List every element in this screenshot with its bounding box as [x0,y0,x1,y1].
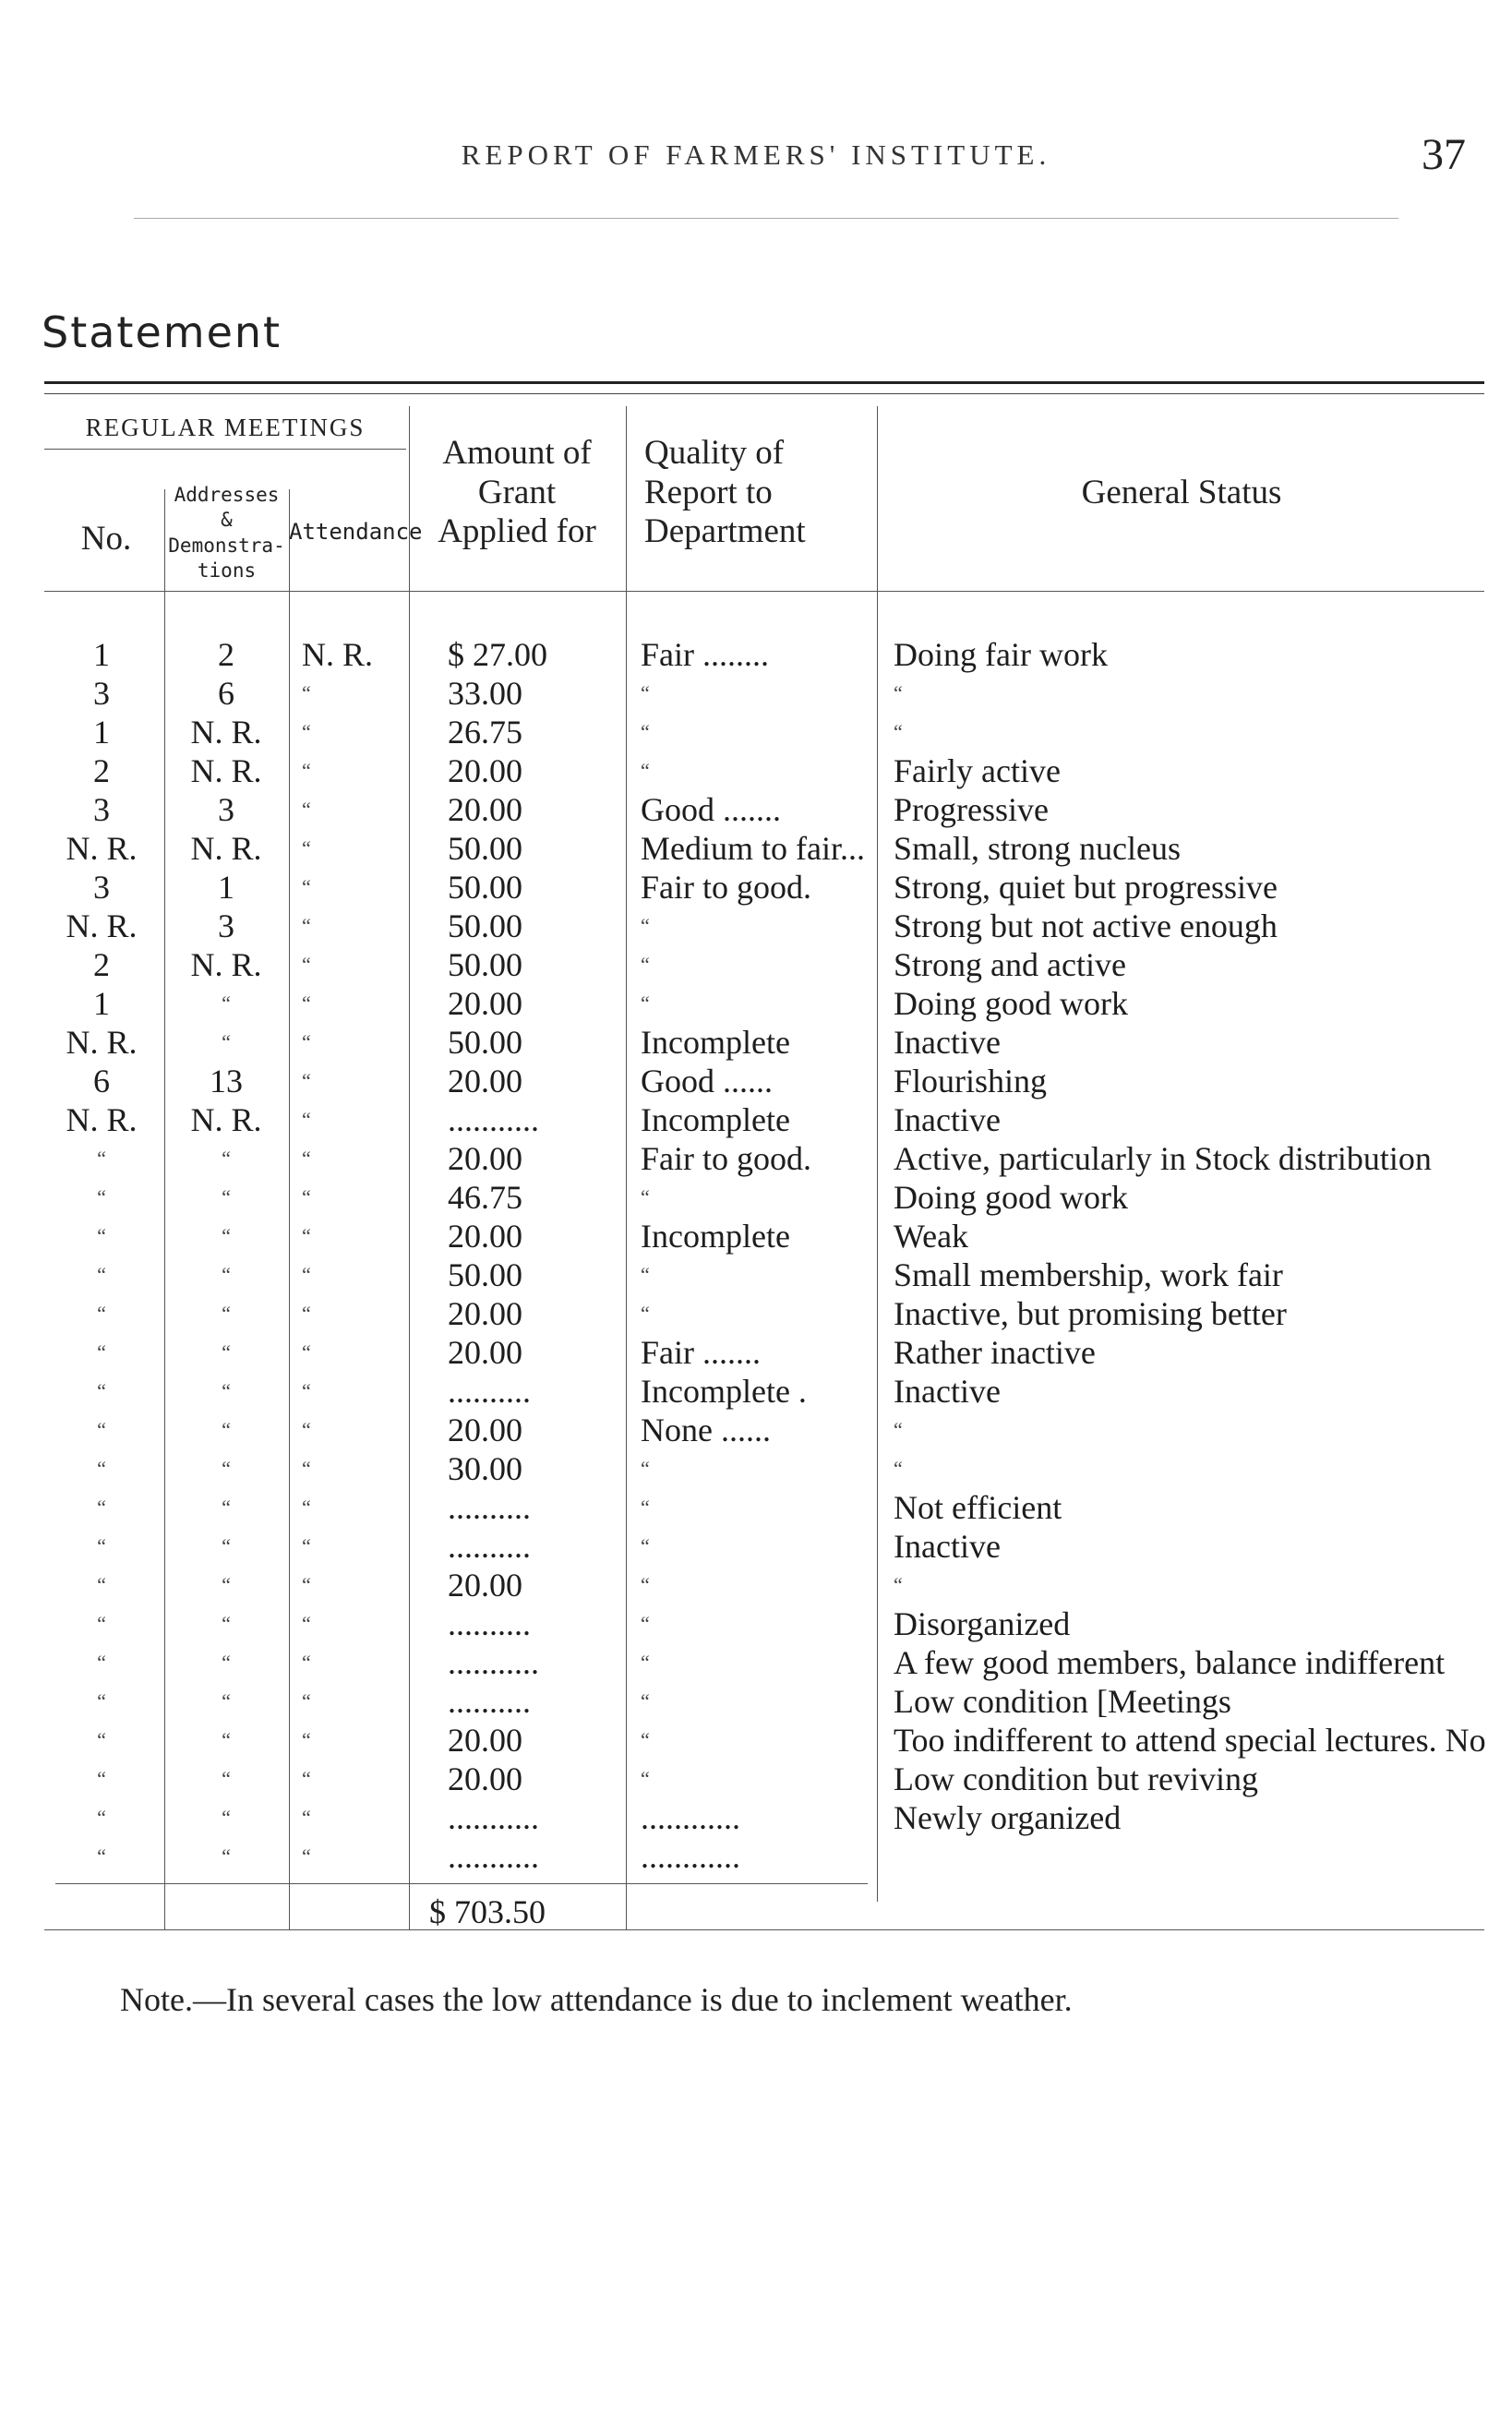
cell-attendance: “ [302,914,311,937]
cell-status: Not efficient [894,1489,1062,1526]
cell-addresses: “ [222,1844,231,1868]
table-row [0,1411,1512,1449]
cell-addresses: N. R. [190,714,262,751]
cell-addresses: “ [222,1496,231,1519]
cell-status: Fairly active [894,752,1061,789]
cell-status: Inactive, but promising better [894,1295,1287,1332]
cell-no: N. R. [66,907,138,944]
cell-addresses: 2 [218,636,234,673]
cell-no: “ [97,1689,106,1712]
cell-amount: 20.00 [448,791,522,828]
footnote: Note.—In several cases the low attendance is due to inclement weather. [120,1981,1073,2018]
cell-attendance: “ [302,1185,311,1208]
cell-addresses: “ [222,1534,231,1557]
cell-status: “ [894,1418,903,1441]
cell-quality: “ [641,1496,650,1519]
cell-amount: 33.00 [448,675,522,712]
cell-attendance: “ [302,1379,311,1402]
cell-amount: 20.00 [448,1334,522,1371]
cell-addresses: “ [222,1030,231,1053]
header-amount-line: Applied for [438,512,596,551]
header-bottom-rule [44,591,1484,592]
cell-amount: 20.00 [448,1722,522,1759]
cell-no: “ [97,1457,106,1480]
cell-amount: .......... [448,1489,531,1526]
cell-no: “ [97,1612,106,1635]
table-row [0,945,1512,984]
table-row [0,1760,1512,1798]
table-row [0,1333,1512,1372]
page-number: 37 [1422,130,1466,179]
cell-amount: .......... [448,1683,531,1720]
cell-addresses: “ [222,1418,231,1441]
cell-status: Disorganized [894,1605,1071,1642]
table-row [0,1139,1512,1178]
header-addresses-line: Demonstra- [168,534,285,557]
header-quality-line: Quality of [644,434,785,472]
table-row [0,1837,1512,1876]
cell-quality: Incomplete [641,1101,790,1138]
cell-amount: ........... [448,1644,539,1681]
header-amount [411,434,623,552]
table-row [0,907,1512,945]
cell-amount: ........... [448,1838,539,1875]
header-addresses-line: Addresses & [174,484,280,532]
cell-amount: 46.75 [448,1179,522,1216]
cell-quality: “ [641,914,650,937]
header-rule [134,218,1398,219]
cell-quality: “ [641,1612,650,1635]
cell-status: Inactive [894,1373,1001,1410]
cell-status: Doing good work [894,1179,1128,1216]
table-row [0,1372,1512,1411]
table-row [0,1721,1512,1760]
cell-attendance: “ [302,953,311,976]
cell-attendance: “ [302,836,311,859]
cell-addresses: “ [222,1302,231,1325]
cell-addresses: “ [222,1612,231,1635]
cell-addresses: “ [222,1689,231,1712]
header-quality-line: Report to [644,473,773,511]
cell-quality: ............ [641,1838,740,1875]
cell-status: Rather inactive [894,1334,1096,1371]
cell-quality: “ [641,759,650,782]
table-row [0,829,1512,868]
cell-status: Small membership, work fair [894,1256,1283,1293]
cell-addresses: 13 [210,1063,243,1099]
group-header-rule [44,449,406,450]
table-row [0,868,1512,907]
cell-amount: 50.00 [448,830,522,867]
cell-quality: Incomplete . [641,1373,807,1410]
cell-no: “ [97,1728,106,1751]
cell-attendance: “ [302,759,311,782]
table-row [0,751,1512,790]
cell-no: 3 [93,675,110,712]
cell-quality: ............ [641,1799,740,1836]
cell-quality: Incomplete [641,1218,790,1255]
cell-status: Doing good work [894,985,1128,1022]
cell-amount: $ 27.00 [448,636,547,673]
cell-no: “ [97,1418,106,1441]
cell-status: Low condition [Meetings [894,1683,1231,1720]
cell-no: N. R. [66,1101,138,1138]
cell-no: 3 [93,869,110,906]
table-row [0,984,1512,1023]
header-addresses [164,483,289,583]
cell-amount: 50.00 [448,907,522,944]
cell-quality: “ [641,1457,650,1480]
cell-addresses: “ [222,1224,231,1247]
header-quality-line: Department [644,512,806,551]
table-row [0,1566,1512,1604]
cell-amount: 20.00 [448,752,522,789]
cell-status: Active, particularly in Stock distribution [894,1140,1432,1177]
cell-quality: “ [641,1185,650,1208]
cell-amount: 20.00 [448,1760,522,1797]
cell-attendance: “ [302,1651,311,1674]
cell-addresses: “ [222,1340,231,1364]
cell-no: N. R. [66,1024,138,1061]
cell-attendance: “ [302,681,311,704]
title-rule-thick [44,381,1484,384]
cell-quality: “ [641,1302,650,1325]
cell-quality: Good ....... [641,791,781,828]
cell-status: Strong and active [894,946,1126,983]
cell-status: Inactive [894,1024,1001,1061]
cell-amount: 50.00 [448,1256,522,1293]
cell-quality: “ [641,720,650,743]
cell-status: “ [894,1457,903,1480]
cell-no: 6 [93,1063,110,1099]
cell-no: “ [97,1263,106,1286]
cell-no: “ [97,1302,106,1325]
cell-no: “ [97,1147,106,1170]
cell-quality: Fair ........ [641,636,769,673]
cell-no: 2 [93,752,110,789]
table-row [0,1256,1512,1294]
cell-addresses: “ [222,1147,231,1170]
cell-quality: “ [641,1767,650,1790]
cell-status: Low condition but reviving [894,1760,1258,1797]
cell-status: Progressive [894,791,1049,828]
table-row [0,1100,1512,1139]
cell-quality: Fair to good. [641,1140,811,1177]
cell-amount: 20.00 [448,1140,522,1177]
table-row [0,1178,1512,1217]
cell-attendance: “ [302,1844,311,1868]
cell-attendance: “ [302,1573,311,1596]
cell-attendance: “ [302,1030,311,1053]
cell-quality: Medium to fair... [641,830,865,867]
cell-amount: 20.00 [448,1295,522,1332]
cell-no: “ [97,1573,106,1596]
cell-no: “ [97,1534,106,1557]
cell-amount: 20.00 [448,1567,522,1604]
cell-no: “ [97,1844,106,1868]
cell-amount: 20.00 [448,985,522,1022]
cell-amount: .......... [448,1528,531,1565]
cell-attendance: “ [302,1728,311,1751]
cell-no: 1 [93,636,110,673]
cell-attendance: “ [302,991,311,1015]
cell-quality: “ [641,1689,650,1712]
cell-attendance: “ [302,1612,311,1635]
header-addresses-line: tions [197,559,257,582]
cell-status: Too indifferent to attend special lectures. No [894,1722,1486,1759]
cell-status: Strong but not active enough [894,907,1278,944]
cell-quality: “ [641,991,650,1015]
cell-status: Inactive [894,1101,1001,1138]
cell-amount: .......... [448,1605,531,1642]
cell-status: Flourishing [894,1063,1048,1099]
header-no: No. [80,520,132,558]
cell-no: “ [97,1185,106,1208]
cell-quality: Incomplete [641,1024,790,1061]
header-amount-line: Amount of [442,434,592,472]
cell-quality: Good ...... [641,1063,773,1099]
cell-quality: Fair ....... [641,1334,761,1371]
cell-addresses: N. R. [190,830,262,867]
cell-amount: 30.00 [448,1450,522,1487]
cell-no: “ [97,1224,106,1247]
cell-quality: “ [641,1263,650,1286]
section-title: Statement [42,307,282,357]
cell-amount: ........... [448,1101,539,1138]
table-row [0,674,1512,713]
cell-status: Doing fair work [894,636,1108,673]
cell-attendance: “ [302,1496,311,1519]
table-row [0,1062,1512,1100]
table-row [0,1798,1512,1837]
table-row [0,1023,1512,1062]
grant-total: $ 703.50 [429,1893,546,1930]
cell-attendance: “ [302,1147,311,1170]
cell-attendance: “ [302,1457,311,1480]
cell-attendance: “ [302,1069,311,1092]
total-rule [55,1883,868,1884]
cell-addresses: N. R. [190,1101,262,1138]
cell-addresses: “ [222,1457,231,1480]
cell-status: “ [894,1573,903,1596]
cell-addresses: N. R. [190,946,262,983]
cell-addresses: “ [222,1806,231,1829]
cell-quality: “ [641,1534,650,1557]
table-row [0,1527,1512,1566]
header-amount-line: Grant [477,473,557,511]
running-head: REPORT OF FARMERS' INSTITUTE. [461,138,1051,171]
table-row [0,1643,1512,1682]
cell-no: “ [97,1806,106,1829]
cell-amount: 50.00 [448,1024,522,1061]
cell-no: 1 [93,985,110,1022]
cell-no: “ [97,1379,106,1402]
table-row [0,1294,1512,1333]
cell-attendance: “ [302,720,311,743]
cell-no: 3 [93,791,110,828]
cell-addresses: “ [222,1651,231,1674]
cell-status: “ [894,681,903,704]
cell-attendance: “ [302,1418,311,1441]
cell-addresses: “ [222,1185,231,1208]
cell-attendance: “ [302,1340,311,1364]
cell-addresses: 6 [218,675,234,712]
cell-status: Inactive [894,1528,1001,1565]
cell-attendance: “ [302,1108,311,1131]
header-quality [628,434,889,552]
cell-no: “ [97,1767,106,1790]
cell-status: “ [894,720,903,743]
cell-quality: “ [641,681,650,704]
cell-no: “ [97,1340,106,1364]
cell-addresses: 3 [218,791,234,828]
cell-addresses: “ [222,1728,231,1751]
cell-attendance: N. R. [302,636,374,673]
cell-no: 2 [93,946,110,983]
table-row [0,635,1512,674]
table-row [0,713,1512,751]
cell-quality: “ [641,1728,650,1751]
cell-status: Weak [894,1218,969,1255]
table-row [0,1488,1512,1527]
cell-attendance: “ [302,1224,311,1247]
table-row [0,1217,1512,1256]
cell-amount: .......... [448,1373,531,1410]
cell-attendance: “ [302,1302,311,1325]
cell-no: “ [97,1651,106,1674]
cell-quality: “ [641,1573,650,1596]
cell-status: Strong, quiet but progressive [894,869,1278,906]
header-attendance: Attendance [289,519,423,545]
header-regular-meetings: REGULAR MEETINGS [85,414,366,441]
cell-addresses: 3 [218,907,234,944]
cell-status: Newly organized [894,1799,1122,1836]
cell-quality: “ [641,953,650,976]
cell-amount: 20.00 [448,1412,522,1448]
cell-no: 1 [93,714,110,751]
cell-attendance: “ [302,1689,311,1712]
cell-status: Small, strong nucleus [894,830,1181,867]
cell-no: “ [97,1496,106,1519]
cell-status: A few good members, balance indifferent [894,1644,1446,1681]
table-bottom-rule [44,1929,1484,1930]
table-row [0,1604,1512,1643]
cell-attendance: “ [302,875,311,898]
cell-amount: 20.00 [448,1063,522,1099]
cell-attendance: “ [302,1263,311,1286]
cell-amount: 50.00 [448,869,522,906]
cell-amount: 26.75 [448,714,522,751]
title-rule-thin [44,393,1484,394]
table-row [0,1449,1512,1488]
cell-addresses: “ [222,991,231,1015]
cell-amount: ........... [448,1799,539,1836]
cell-attendance: “ [302,1767,311,1790]
cell-amount: 20.00 [448,1218,522,1255]
cell-quality: “ [641,1651,650,1674]
cell-addresses: “ [222,1573,231,1596]
cell-no: N. R. [66,830,138,867]
cell-addresses: “ [222,1767,231,1790]
cell-addresses: N. R. [190,752,262,789]
cell-addresses: “ [222,1263,231,1286]
cell-amount: 50.00 [448,946,522,983]
table-row [0,790,1512,829]
cell-quality: None ...... [641,1412,771,1448]
cell-addresses: “ [222,1379,231,1402]
cell-addresses: 1 [218,869,234,906]
cell-attendance: “ [302,798,311,821]
cell-quality: Fair to good. [641,869,811,906]
header-general-status: General Status [1081,474,1282,511]
table-row [0,1682,1512,1721]
cell-attendance: “ [302,1806,311,1829]
cell-attendance: “ [302,1534,311,1557]
